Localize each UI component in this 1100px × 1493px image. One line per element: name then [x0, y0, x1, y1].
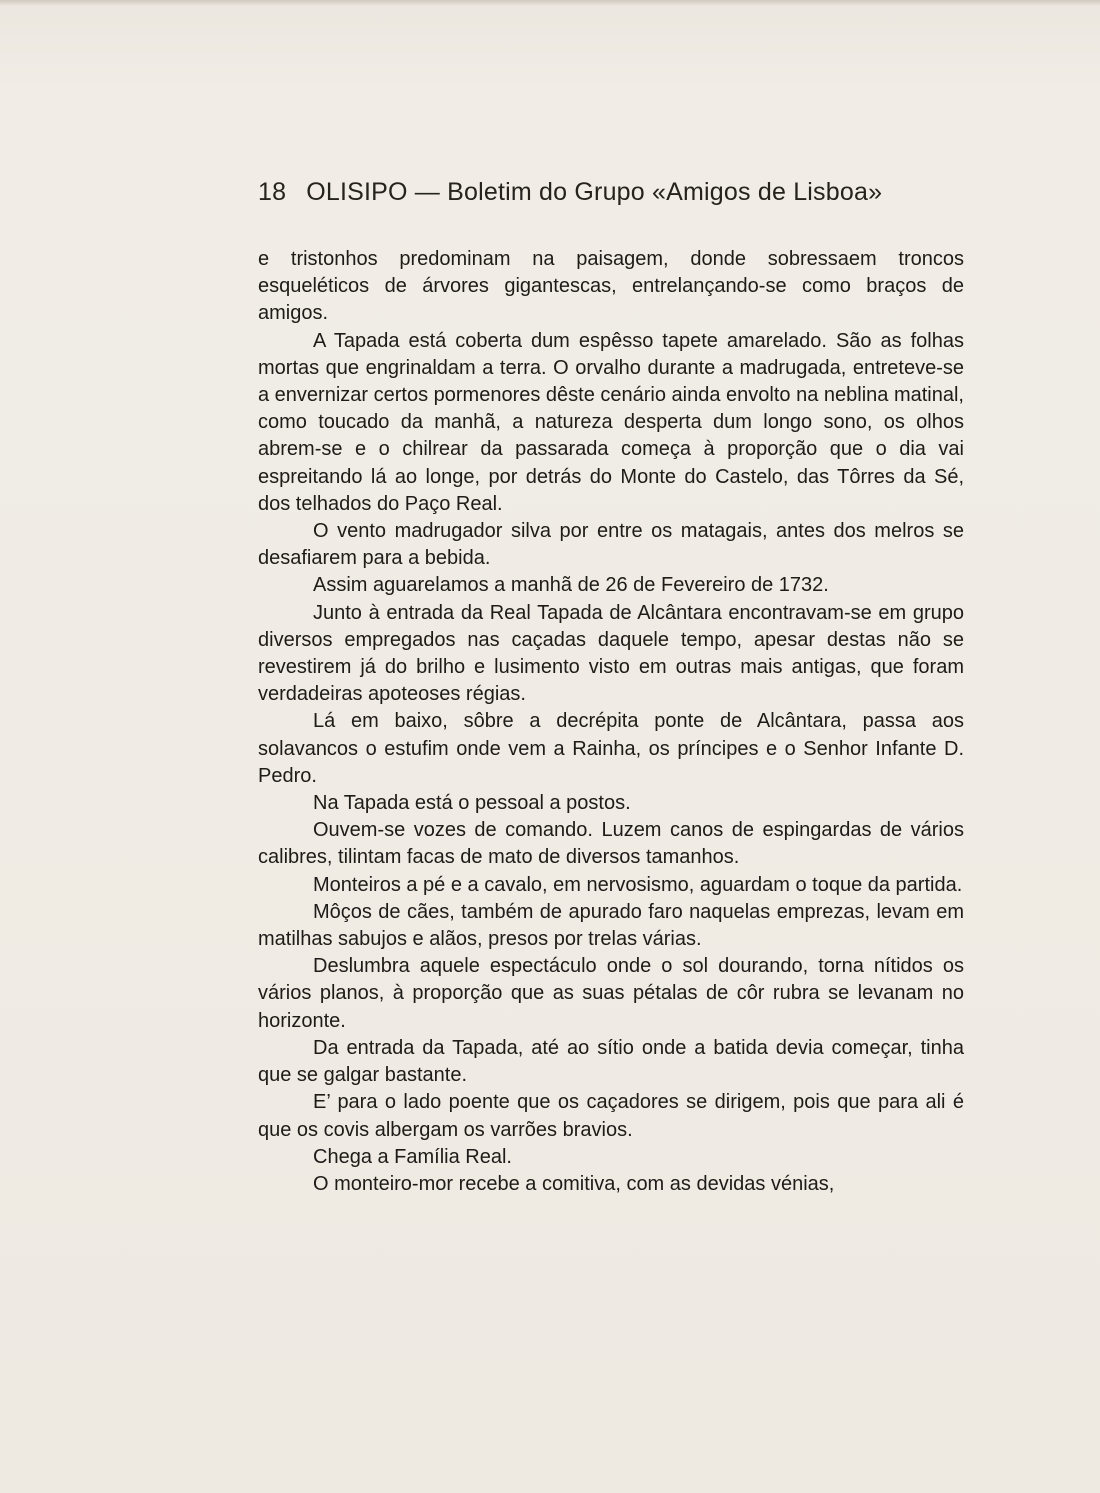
paragraph-3: O vento madrugador silva por entre os matagais, antes dos melros se desafiarem para a bebida. — [258, 520, 964, 570]
paragraph-11: Deslumbra aquele espectáculo onde o sol dourando, torna nítidos os vários planos, à proporção que as suas pétalas de côr rubra se levanam no horizonte. — [258, 955, 964, 1032]
paragraph-9: Monteiros a pé e a cavalo, em nervosismo, aguardam o toque da partida. — [313, 873, 963, 896]
paragraph-1: e tristonhos predominam na paisagem, donde sobressaem troncos esqueléticos de árvores gigantescas, entrelançando-se como braços de amigos. — [258, 248, 964, 325]
paragraph-4: Assim aguarelamos a manhã de 26 de Fevereiro de 1732. — [313, 574, 829, 597]
page-number: 18 — [258, 178, 287, 206]
paragraph-2: A Tapada está coberta dum espêsso tapete amarelado. São as folhas mortas que engrinaldam a terra. O orvalho durante a madrugada, entreteve-se a envernizar certos pormenores dêste cenário ainda envolto na neblina matinal, como toucado da manhã, a natureza desperta dum longo sono, os olhos abrem-se e o chilrear da passarada começa à proporção que o dia vai espreitando lá ao longe, por detrás do Monte do Castelo, das Tôrres da Sé, dos telhados do Paço Real. — [258, 329, 964, 515]
paragraph-5: Junto à entrada da Real Tapada de Alcântara encontravam-se em grupo diversos empregados nas caçadas daquele tempo, apesar destas não se revestirem já do brilho e lusimento visto em outras mais antigas, que foram verdadeiras apoteoses régias. — [258, 601, 964, 706]
running-title: OLISIPO — Boletim do Grupo «Amigos de Lisboa» — [306, 178, 883, 206]
paragraph-6: Lá em baixo, sôbre a decrépita ponte de Alcântara, passa aos solavancos o estufim onde vem a Rainha, os príncipes e o Senhor Infante D. Pedro. — [258, 710, 964, 787]
paragraph-8: Ouvem-se vozes de comando. Luzem canos de espingardas de vários calibres, tilintam facas de mato de diversos tamanhos. — [258, 819, 964, 869]
page-top-edge — [0, 0, 1100, 6]
paragraph-10: Môços de cães, também de apurado faro naquelas emprezas, levam em matilhas sabujos e alãos, presos por trelas várias. — [258, 900, 964, 951]
paragraph-13: E’ para o lado poente que os caçadores se dirigem, pois que para ali é que os covis albergam os varrões bravios. — [258, 1091, 964, 1141]
paragraph-12: Da entrada da Tapada, até ao sítio onde a batida devia começar, tinha que se galgar bastante. — [258, 1036, 964, 1087]
paragraph-7: Na Tapada está o pessoal a postos. — [313, 792, 631, 815]
page-header — [258, 178, 968, 207]
paragraph-15: O monteiro-mor recebe a comitiva, com as devidas vénias, — [313, 1172, 835, 1195]
paragraph-14: Chega a Família Real. — [313, 1145, 512, 1168]
article-body — [258, 246, 964, 1198]
